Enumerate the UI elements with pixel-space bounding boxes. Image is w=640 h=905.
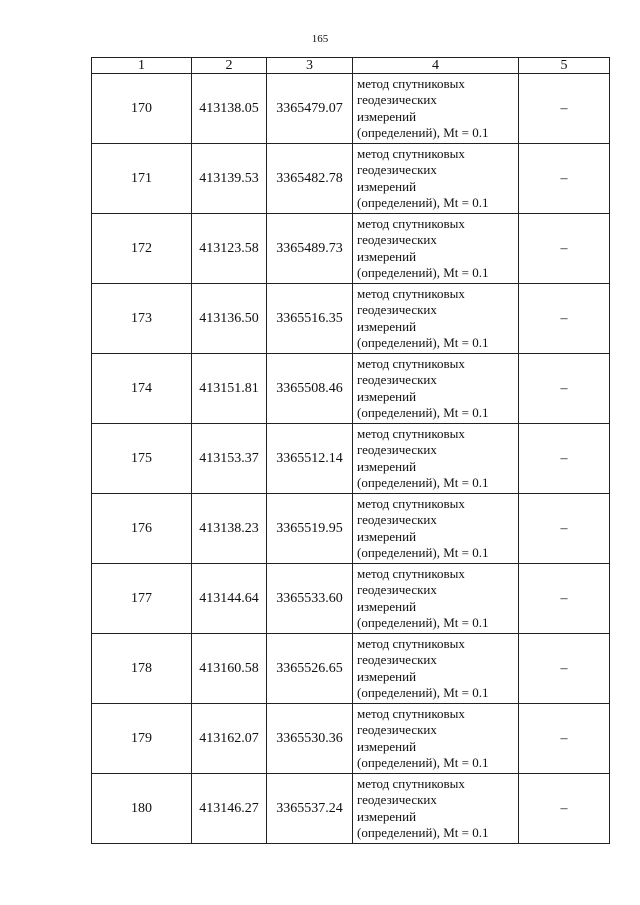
x-coordinate-cell: 413136.50 bbox=[192, 284, 267, 354]
method-line: геодезических bbox=[357, 582, 437, 597]
method-line: (определений), Mt = 0.1 bbox=[357, 335, 489, 350]
method-line: геодезических bbox=[357, 372, 437, 387]
method-cell bbox=[353, 634, 519, 704]
column-header-2: 2 bbox=[192, 58, 267, 74]
table-row bbox=[92, 214, 610, 284]
note-cell: – bbox=[519, 424, 610, 494]
table-row bbox=[92, 284, 610, 354]
point-number-cell: 173 bbox=[92, 284, 192, 354]
y-coordinate-cell: 3365537.24 bbox=[267, 774, 353, 844]
point-number-cell: 180 bbox=[92, 774, 192, 844]
method-line: (определений), Mt = 0.1 bbox=[357, 265, 489, 280]
method-line: геодезических bbox=[357, 512, 437, 527]
x-coordinate-cell: 413139.53 bbox=[192, 144, 267, 214]
method-cell bbox=[353, 214, 519, 284]
method-line: метод спутниковых bbox=[357, 565, 465, 581]
table-row bbox=[92, 634, 610, 704]
method-line: геодезических bbox=[357, 162, 437, 177]
point-number-cell: 170 bbox=[92, 74, 192, 144]
method-line: измерений bbox=[357, 598, 417, 614]
method-line: измерений bbox=[357, 528, 417, 544]
x-coordinate-cell: 413160.58 bbox=[192, 634, 267, 704]
method-cell bbox=[353, 424, 519, 494]
method-line: измерений bbox=[357, 668, 417, 684]
table-row bbox=[92, 564, 610, 634]
method-line: измерений bbox=[357, 388, 417, 404]
method-cell bbox=[353, 774, 519, 844]
method-cell bbox=[353, 564, 519, 634]
point-number-cell: 171 bbox=[92, 144, 192, 214]
table-row bbox=[92, 704, 610, 774]
table-row bbox=[92, 354, 610, 424]
method-line: метод спутниковых bbox=[357, 705, 465, 721]
method-line: метод спутниковых bbox=[357, 495, 465, 511]
column-header-5: 5 bbox=[519, 58, 610, 74]
point-number-cell: 179 bbox=[92, 704, 192, 774]
table-row bbox=[92, 74, 610, 144]
note-cell: – bbox=[519, 74, 610, 144]
method-line: геодезических bbox=[357, 792, 437, 807]
method-line: геодезических bbox=[357, 722, 437, 737]
method-line: (определений), Mt = 0.1 bbox=[357, 125, 489, 140]
method-line: измерений bbox=[357, 458, 417, 474]
method-line: измерений bbox=[357, 808, 417, 824]
y-coordinate-cell: 3365526.65 bbox=[267, 634, 353, 704]
point-number-cell: 177 bbox=[92, 564, 192, 634]
point-number-cell: 178 bbox=[92, 634, 192, 704]
column-header-3: 3 bbox=[267, 58, 353, 74]
y-coordinate-cell: 3365530.36 bbox=[267, 704, 353, 774]
x-coordinate-cell: 413144.64 bbox=[192, 564, 267, 634]
method-line: (определений), Mt = 0.1 bbox=[357, 755, 489, 770]
method-line: метод спутниковых bbox=[357, 75, 465, 91]
note-cell: – bbox=[519, 774, 610, 844]
point-number-cell: 175 bbox=[92, 424, 192, 494]
method-line: измерений bbox=[357, 738, 417, 754]
note-cell: – bbox=[519, 564, 610, 634]
method-line: измерений bbox=[357, 318, 417, 334]
y-coordinate-cell: 3365519.95 bbox=[267, 494, 353, 564]
method-cell bbox=[353, 354, 519, 424]
method-line: измерений bbox=[357, 248, 417, 264]
column-header-1: 1 bbox=[92, 58, 192, 74]
y-coordinate-cell: 3365508.46 bbox=[267, 354, 353, 424]
note-cell: – bbox=[519, 494, 610, 564]
point-number-cell: 174 bbox=[92, 354, 192, 424]
method-cell bbox=[353, 74, 519, 144]
x-coordinate-cell: 413151.81 bbox=[192, 354, 267, 424]
table-row bbox=[92, 494, 610, 564]
method-line: геодезических bbox=[357, 232, 437, 247]
method-line: метод спутниковых bbox=[357, 775, 465, 791]
method-line: геодезических bbox=[357, 652, 437, 667]
x-coordinate-cell: 413162.07 bbox=[192, 704, 267, 774]
table-row bbox=[92, 144, 610, 214]
method-cell bbox=[353, 144, 519, 214]
note-cell: – bbox=[519, 704, 610, 774]
x-coordinate-cell: 413146.27 bbox=[192, 774, 267, 844]
method-line: измерений bbox=[357, 108, 417, 124]
y-coordinate-cell: 3365512.14 bbox=[267, 424, 353, 494]
method-cell bbox=[353, 284, 519, 354]
y-coordinate-cell: 3365479.07 bbox=[267, 74, 353, 144]
x-coordinate-cell: 413138.23 bbox=[192, 494, 267, 564]
coordinates-table bbox=[91, 57, 610, 844]
method-cell bbox=[353, 494, 519, 564]
x-coordinate-cell: 413153.37 bbox=[192, 424, 267, 494]
method-line: (определений), Mt = 0.1 bbox=[357, 685, 489, 700]
method-line: (определений), Mt = 0.1 bbox=[357, 615, 489, 630]
column-header-4: 4 bbox=[353, 58, 519, 74]
method-line: метод спутниковых bbox=[357, 215, 465, 231]
method-line: (определений), Mt = 0.1 bbox=[357, 545, 489, 560]
note-cell: – bbox=[519, 144, 610, 214]
y-coordinate-cell: 3365482.78 bbox=[267, 144, 353, 214]
method-line: геодезических bbox=[357, 302, 437, 317]
note-cell: – bbox=[519, 214, 610, 284]
table-body bbox=[92, 74, 610, 844]
table-header-row bbox=[92, 58, 610, 74]
table-row bbox=[92, 424, 610, 494]
page-number: 165 bbox=[311, 33, 329, 45]
note-cell: – bbox=[519, 284, 610, 354]
method-line: метод спутниковых bbox=[357, 285, 465, 301]
y-coordinate-cell: 3365489.73 bbox=[267, 214, 353, 284]
method-line: метод спутниковых bbox=[357, 635, 465, 651]
point-number-cell: 172 bbox=[92, 214, 192, 284]
method-cell bbox=[353, 704, 519, 774]
x-coordinate-cell: 413138.05 bbox=[192, 74, 267, 144]
method-line: геодезических bbox=[357, 92, 437, 107]
method-line: измерений bbox=[357, 178, 417, 194]
point-number-cell: 176 bbox=[92, 494, 192, 564]
y-coordinate-cell: 3365533.60 bbox=[267, 564, 353, 634]
note-cell: – bbox=[519, 354, 610, 424]
method-line: (определений), Mt = 0.1 bbox=[357, 475, 489, 490]
note-cell: – bbox=[519, 634, 610, 704]
table-row bbox=[92, 774, 610, 844]
method-line: метод спутниковых bbox=[357, 425, 465, 441]
method-line: (определений), Mt = 0.1 bbox=[357, 195, 489, 210]
x-coordinate-cell: 413123.58 bbox=[192, 214, 267, 284]
method-line: (определений), Mt = 0.1 bbox=[357, 405, 489, 420]
y-coordinate-cell: 3365516.35 bbox=[267, 284, 353, 354]
method-line: метод спутниковых bbox=[357, 355, 465, 371]
method-line: (определений), Mt = 0.1 bbox=[357, 825, 489, 840]
method-line: метод спутниковых bbox=[357, 145, 465, 161]
method-line: геодезических bbox=[357, 442, 437, 457]
